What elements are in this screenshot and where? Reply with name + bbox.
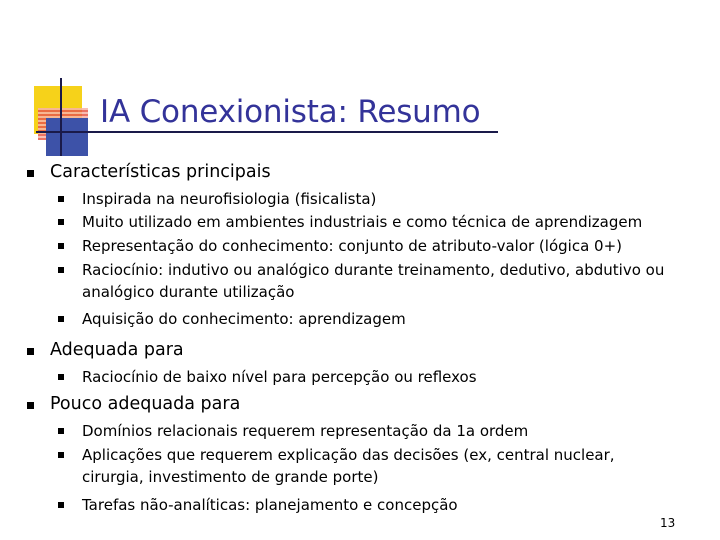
list-item: Aplicações que requerem explicação das decisões (ex, central nuclear,	[82, 446, 615, 464]
bullet-icon	[58, 243, 64, 249]
list-item-continuation: analógico durante utilização	[82, 283, 295, 301]
bullet-icon	[58, 219, 64, 225]
bullet-icon	[58, 502, 64, 508]
list-item: Inspirada na neurofisiologia (fisicalista)	[82, 190, 377, 208]
bullet-icon	[58, 452, 64, 458]
bullet-icon	[27, 402, 34, 409]
list-item: Raciocínio: indutivo ou analógico durante treinamento, dedutivo, abdutivo ou	[82, 261, 665, 279]
section-heading: Adequada para	[50, 340, 184, 360]
bullet-icon	[27, 170, 34, 177]
bullet-icon	[58, 316, 64, 322]
list-item: Domínios relacionais requerem representação da 1a ordem	[82, 422, 529, 440]
list-item: Aquisição do conhecimento: aprendizagem	[82, 310, 406, 328]
list-item: Raciocínio de baixo nível para percepção ou reflexos	[82, 368, 477, 386]
bullet-icon	[27, 348, 34, 355]
page-number: 13	[660, 516, 676, 530]
list-item: Muito utilizado em ambientes industriais e como técnica de aprendizagem	[82, 213, 643, 231]
bullet-icon	[58, 267, 64, 273]
bullet-icon	[58, 374, 64, 380]
bullet-icon	[58, 196, 64, 202]
section-heading: Características principais	[50, 162, 271, 182]
list-item: Tarefas não-analíticas: planejamento e concepção	[82, 496, 458, 514]
list-item: Representação do conhecimento: conjunto de atributo-valor (lógica 0+)	[82, 237, 622, 255]
list-item-continuation: cirurgia, investimento de grande porte)	[82, 468, 379, 486]
slide-title: IA Conexionista: Resumo	[100, 94, 481, 130]
section-heading: Pouco adequada para	[50, 394, 241, 414]
bullet-icon	[58, 428, 64, 434]
